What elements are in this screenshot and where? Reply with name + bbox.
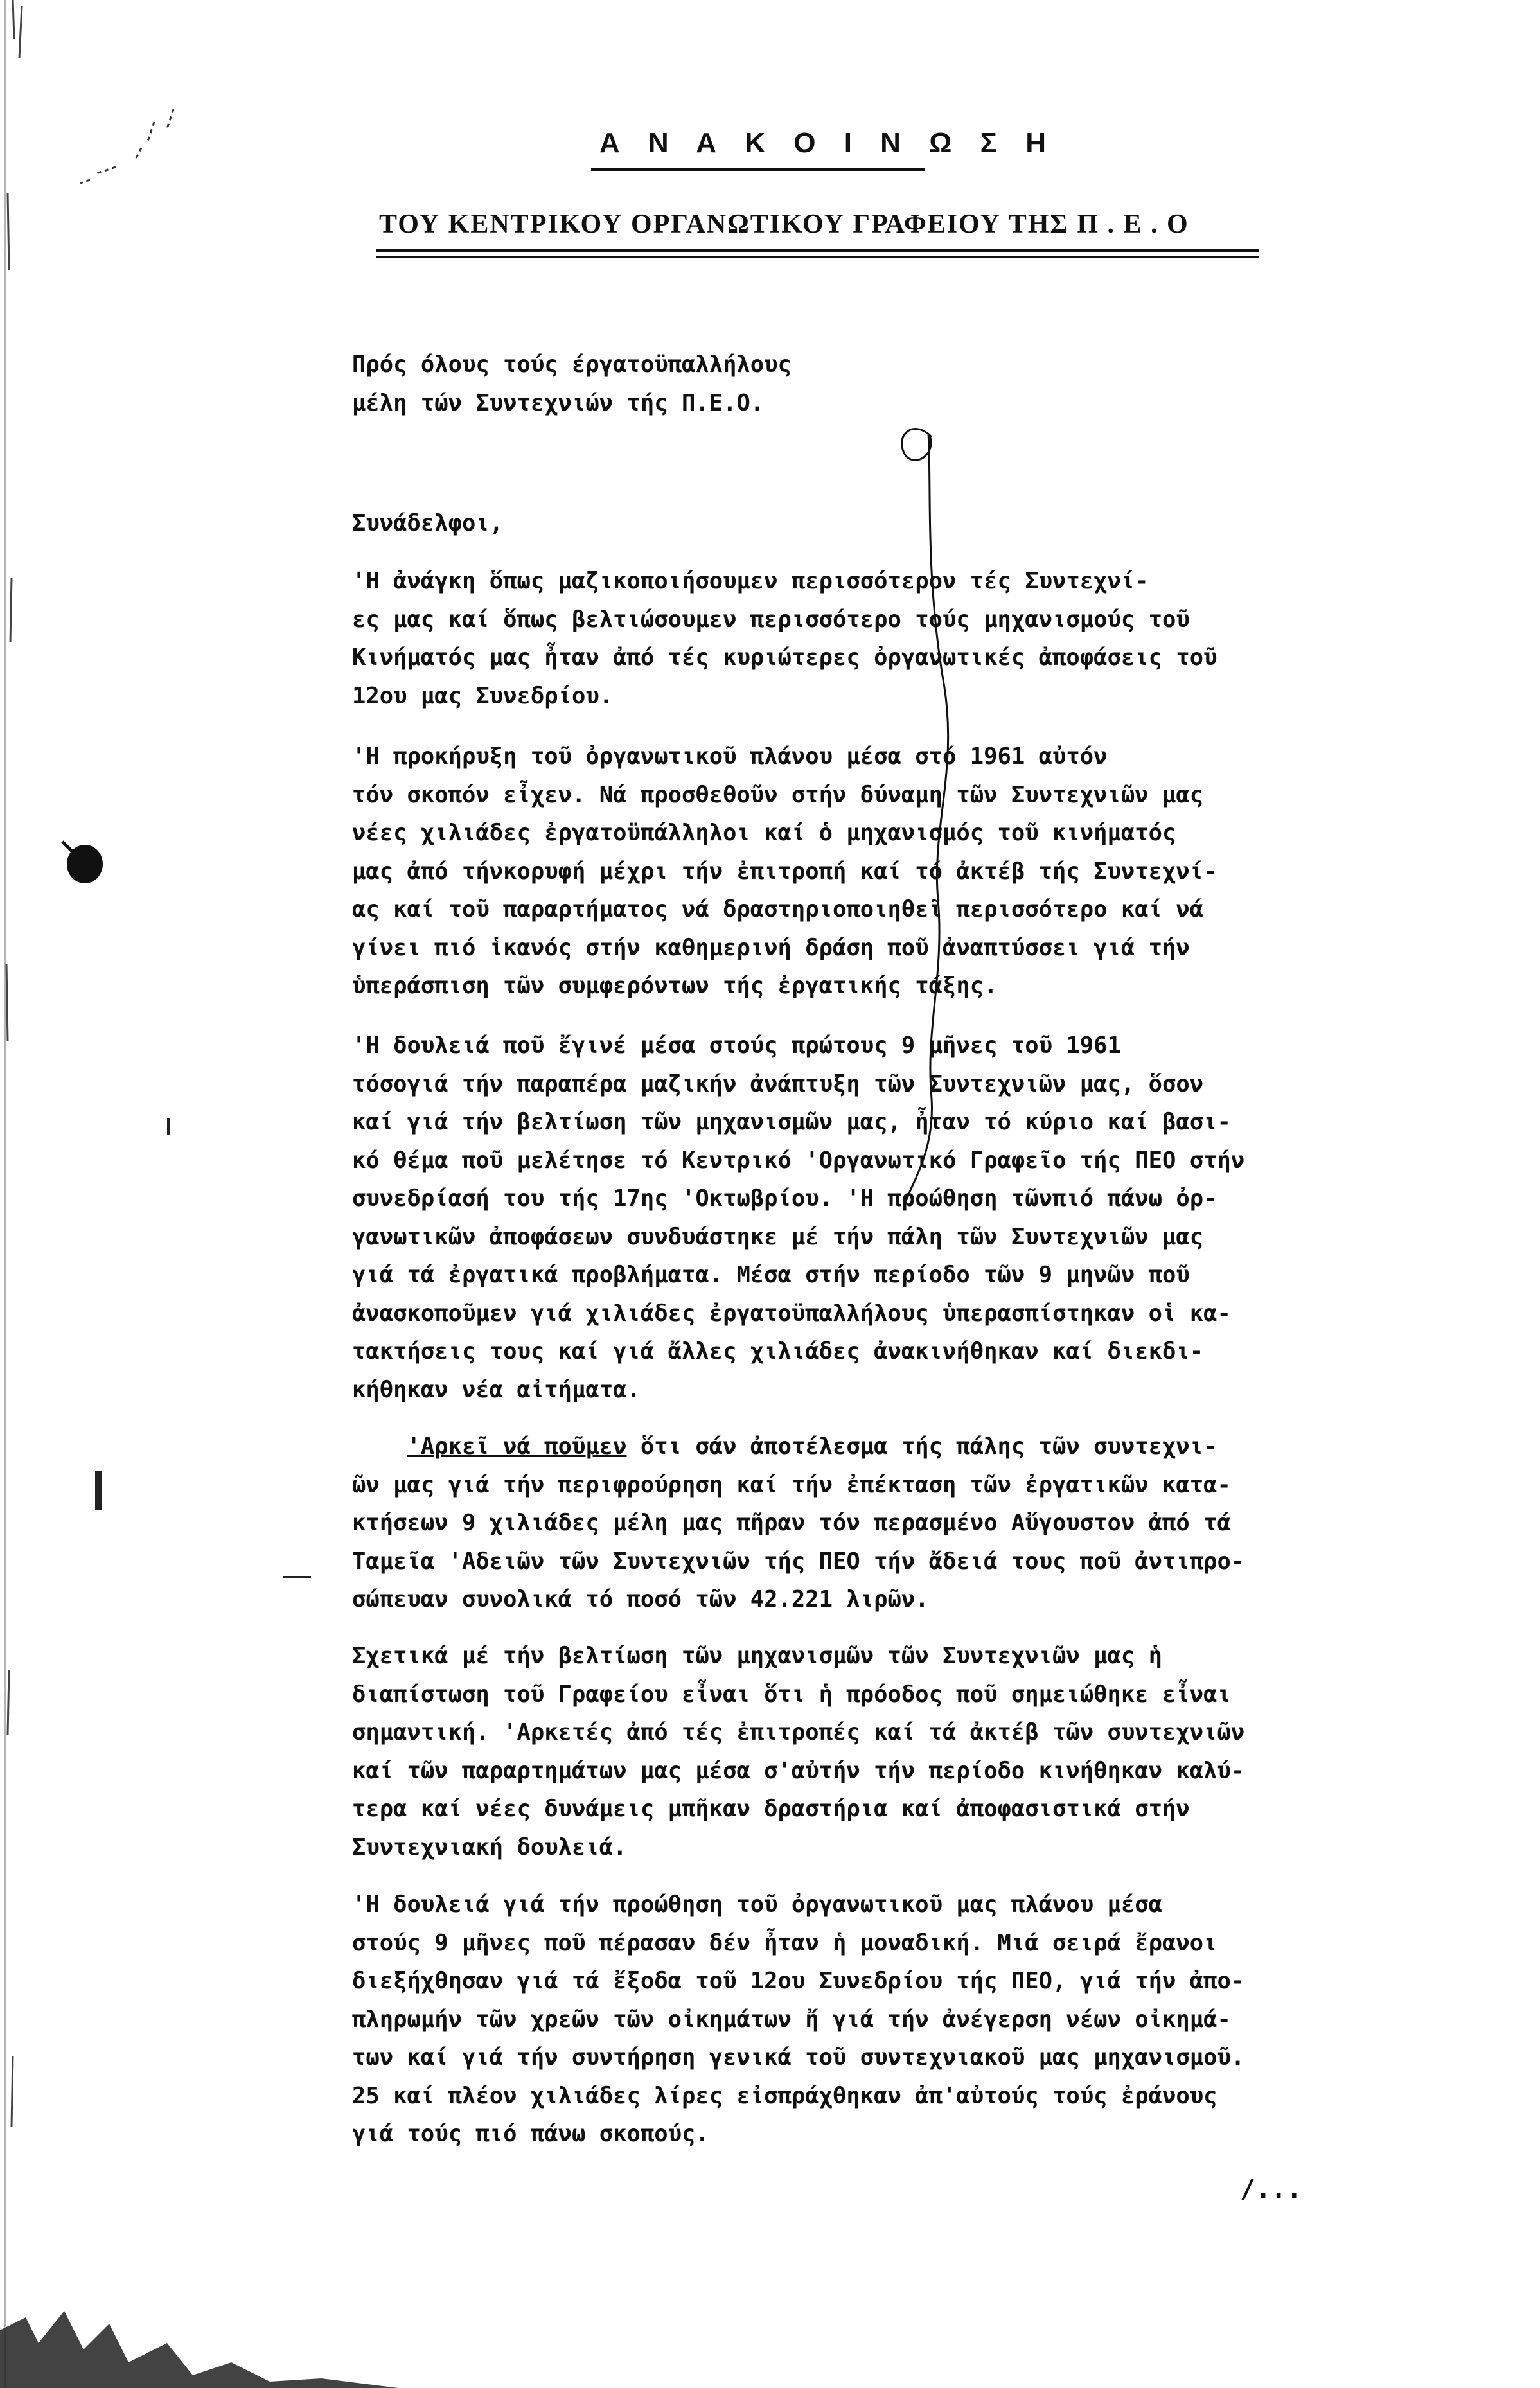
text-line: τόσογιά τήν παραπέρα μαζικήν ἀνάπτυξη τῶν Συντεχνιῶν μας, ὅσον xyxy=(352,1070,1204,1097)
text-line: κό θέμα ποῦ μελέτησε τό Κεντρικό 'Οργανωτικό Γραφεῖο τής ΠΕΟ στήν xyxy=(352,1147,1245,1174)
page-title: Α Ν Α Κ Ο Ι Ν Ω Σ Η xyxy=(599,127,1057,159)
text-line: κήθηκαν νέα αἰτήματα. xyxy=(352,1376,641,1403)
salutation: Συνάδελφοι, xyxy=(352,510,504,536)
ink-blot xyxy=(59,835,104,887)
text-line: καί γιά τήν βελτίωση τῶν μηχανισμῶν μας, ἦταν τό κύριο καί βασι- xyxy=(352,1109,1231,1135)
continuation-mark: /... xyxy=(1240,2175,1302,2204)
margin-mark xyxy=(167,1118,170,1135)
paragraph-6 xyxy=(352,1886,1457,2154)
text-line: ες μας καί ὅπως βελτιώσουμεν περισσότερο τούς μηχανισμούς τοῦ xyxy=(352,606,1190,633)
text-line: καί τῶν παραρτημάτων μας μέσα σ'αὐτήν τήν περίοδο κινήθηκαν καλύ- xyxy=(352,1757,1245,1784)
text-line: 'Η προκήρυξη τοῦ ὀργανωτικοῦ πλάνου μέσα στό 1961 αὐτόν xyxy=(352,743,1108,770)
margin-mark xyxy=(283,1576,311,1578)
page-subtitle: ΤΟΥ ΚΕΝΤΡΙΚΟΥ ΟΡΓΑΝΩΤΙΚΟΥ ΓΡΑΦΕΙΟΥ ΤΗΣ Π . Ε . Ο xyxy=(379,209,1189,239)
text-line: κτήσεων 9 χιλιάδες μέλη μας πῆραν τόν περασμένο Αὔγουστον ἀπό τά xyxy=(352,1510,1231,1536)
text-fragment: ὅτι σάν ἀποτέλεσμα τής πάλης τῶν συντεχνι- xyxy=(626,1433,1217,1460)
text-line: τερα καί νέες δυνάμεις μπῆκαν δραστήρια καί ἀποφασιστικά στήν xyxy=(352,1796,1190,1822)
paragraph-1 xyxy=(352,562,1457,715)
text-line: 'Η δουλειά ποῦ ἔγινέ μέσα στούς πρώτους 9 μῆνες τοῦ 1961 xyxy=(352,1032,1121,1059)
text-line: τόν σκοπόν εἶχεν. Νά προσθεθοῦν στήν δύναμη τῶν Συντεχνιῶν μας xyxy=(352,781,1204,808)
text-line: ῶν μας γιά τήν περιφρούρηση καί τήν ἐπέκταση τῶν ἐργατικῶν κατα- xyxy=(352,1471,1231,1498)
addressee-line: Πρός όλους τούς έργατοϋπαλλήλους xyxy=(352,351,792,378)
text-line: Ταμεῖα 'Αδειῶν τῶν Συντεχνιῶν τής ΠΕΟ τήν ἄδειά τους ποῦ ἀντιπρο- xyxy=(352,1548,1245,1575)
paragraph-2 xyxy=(352,738,1457,1005)
text-line: πληρωμήν τῶν χρεῶν τῶν οἰκημάτων ἤ γιά τήν ἀνέγερση νέων οἰκημά- xyxy=(352,2006,1231,2033)
underlined-lead: 'Αρκεῖ νά ποῦμεν xyxy=(407,1433,627,1460)
text-line: 25 καί πλέον χιλιάδες λίρες εἰσπράχθηκαν ἀπ'αὐτούς τούς ἐράνους xyxy=(352,2082,1217,2109)
text-line: γίνει πιό ἱκανός στήν καθημερινή δράση ποῦ ἀναπτύσσει γιά τήν xyxy=(352,934,1190,961)
text-line xyxy=(352,1428,1457,1466)
text-line: σώπευαν συνολικά τό ποσό τῶν 42.221 λιρῶν. xyxy=(352,1586,929,1613)
text-line: μας ἀπό τήνκορυφή μέχρι τήν ἐπιτροπή καί τό ἀκτέβ τής Συντεχνί- xyxy=(352,858,1217,885)
text-line: διαπίστωση τοῦ Γραφείου εἶναι ὅτι ἡ πρόοδος ποῦ σημειώθηκε εἶναι xyxy=(352,1681,1231,1708)
text-line: των καί γιά τήν συντήρηση γενικά τοῦ συντεχνιακοῦ μας μηχανισμοῦ. xyxy=(352,2044,1245,2071)
subtitle-rule xyxy=(376,249,1259,252)
text-line: 'Η δουλειά γιά τήν προώθηση τοῦ ὀργανωτικοῦ μας πλάνου μέσα xyxy=(352,1891,1162,1918)
text-line: Συντεχνιακή δουλειά. xyxy=(352,1834,627,1861)
paragraph-3 xyxy=(352,1027,1457,1409)
paragraph-4 xyxy=(352,1428,1457,1619)
subtitle-rule xyxy=(376,256,1259,258)
addressee-line: μέλη τών Συντεχνιών τής Π.Ε.Ο. xyxy=(352,390,765,416)
text-line: συνεδρίασή του τής 17ης 'Οκτωβρίου. 'Η προώθηση τῶνπιό πάνω ὀρ- xyxy=(352,1185,1217,1212)
text-line: ὑπεράσπιση τῶν συμφερόντων τής ἐργατικής τάξης. xyxy=(352,973,998,999)
addressee-block xyxy=(352,346,792,423)
text-line: τακτήσεις τους καί γιά ἄλλες χιλιάδες ἀνακινήθηκαν καί διεκδι- xyxy=(352,1338,1204,1365)
scan-edge-marks xyxy=(0,0,39,2388)
text-line: ας καί τοῦ παραρτήματος νά δραστηριοποιηθεῖ περισσότερο καί νά xyxy=(352,896,1204,923)
text-line: διεξήχθησαν γιά τά ἔξοδα τοῦ 12ου Συνεδρίου τής ΠΕΟ, γιά τήν ἀπο- xyxy=(352,1968,1245,1994)
text-line: Κινήματός μας ἦταν ἀπό τές κυριώτερες ὀργανωτικές ἀποφάσεις τοῦ xyxy=(352,644,1217,671)
text-line: νέες χιλιάδες ἐργατοϋπάλληλοι καί ὁ μηχανισμός τοῦ κινήματός xyxy=(352,820,1176,846)
text-line: σημαντική. 'Αρκετές ἀπό τές ἐπιτροπές καί τά ἀκτέβ τῶν συντεχνιῶν xyxy=(352,1719,1245,1746)
text-line: ἀνασκοποῦμεν γιά χιλιάδες ἐργατοϋπαλλήλους ὑπερασπίστηκαν οἱ κα- xyxy=(352,1300,1231,1327)
paragraph-5 xyxy=(352,1637,1457,1866)
text-line: 'Η ἀνάγκη ὅπως μαζικοποιήσουμεν περισσότερον τές Συντεχνί- xyxy=(352,568,1149,594)
text-line: γιά τούς πιό πάνω σκοπούς. xyxy=(352,2121,709,2147)
margin-mark xyxy=(95,1471,102,1510)
text-line: γανωτικῶν ἀποφάσεων συνδυάστηκε μέ τήν πάλη τῶν Συντεχνιῶν μας xyxy=(352,1223,1204,1250)
title-underline xyxy=(591,168,925,171)
text-line: γιά τά ἐργατικά προβλήματα. Μέσα στήν περίοδο τῶν 9 μηνῶν ποῦ xyxy=(352,1262,1190,1288)
text-line: στούς 9 μῆνες ποῦ πέρασαν δέν ἦταν ἡ μοναδική. Μιά σειρά ἔρανοι xyxy=(352,1929,1217,1956)
text-line: Σχετικά μέ τήν βελτίωση τῶν μηχανισμῶν τῶν Συντεχνιῶν μας ἡ xyxy=(352,1643,1162,1669)
text-line: 12ου μας Συνεδρίου. xyxy=(352,682,614,709)
scan-bottom-smudge xyxy=(0,2253,398,2388)
